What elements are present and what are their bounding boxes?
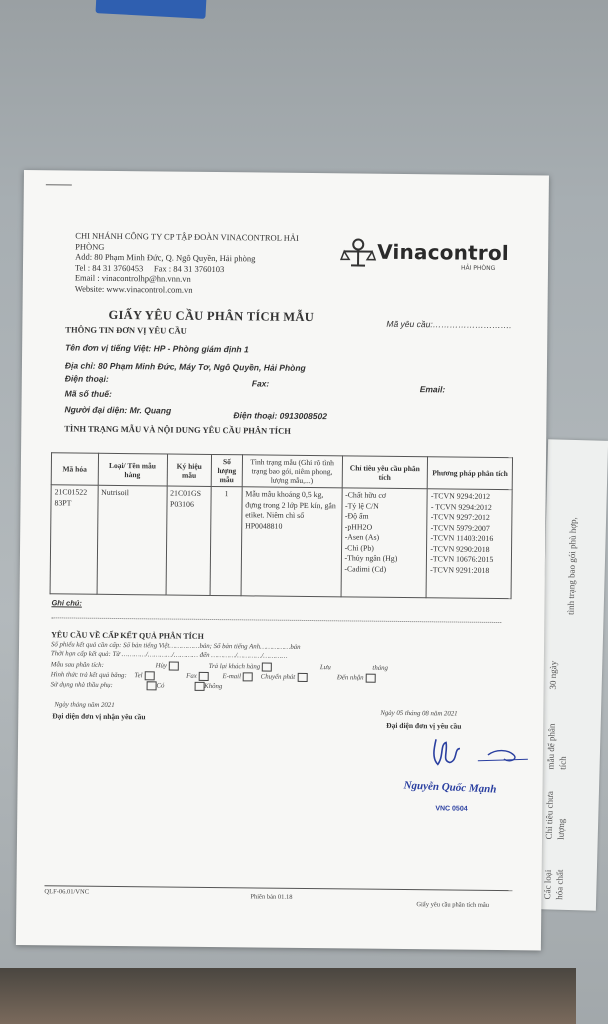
criteria-item: -Tỷ lệ C/N <box>345 500 379 511</box>
cell-name: Nutrisoil <box>97 485 167 595</box>
result-copies: Số phiếu kết quả cần cấp: Số bản tiếng Việt……………bản; Số bản tiếng Anh……………bản <box>50 641 301 651</box>
logo-text: Vinacontrol <box>377 239 510 266</box>
company-fax: Fax : 84 31 3760103 <box>153 262 225 274</box>
subcontractor-row <box>51 680 223 691</box>
company-line1: CHI NHÁNH CÔNG TY CP TẬP ĐOÀN VINACONTROL HẢI <box>75 230 299 243</box>
sample-table <box>50 452 513 599</box>
left-date: Ngày tháng năm 2021 <box>54 701 115 709</box>
side-text-6: tích <box>557 756 568 770</box>
return-label: Trả lại khách hàng <box>208 663 261 671</box>
tel-label: Tel <box>134 672 143 680</box>
document-page <box>16 170 549 950</box>
footer-code: QLF-06.01/VNC <box>44 888 90 896</box>
col-qty: Số lượng mẫu <box>211 454 242 486</box>
criteria-item: -Chất hữu cơ <box>345 490 387 500</box>
yes-checkbox[interactable] <box>146 681 156 690</box>
col-criteria: Chỉ tiêu yêu cầu phân tích <box>342 456 428 489</box>
method-item: -TCVN 9294:2012 <box>430 491 491 501</box>
fax-option-label: Fax <box>186 672 197 680</box>
section-unit-info: THÔNG TIN ĐƠN VỊ YÊU CẦU <box>65 324 187 336</box>
company-tel: Tel : 84 31 3760453 <box>74 262 144 273</box>
criteria-item: -Độ ẩm <box>344 511 369 521</box>
company-address: Add: 80 Phạm Minh Đức, Q. Ngô Quyền, Hải phòng <box>75 251 256 264</box>
subcontractor-label: Sử dụng nhà thầu phụ: <box>50 681 113 690</box>
result-period: Thời hạn cấp kết quả: Từ …………/…………/………… đến …………/…………/………… <box>50 650 288 660</box>
company-line2: PHÒNG <box>75 241 105 252</box>
company-email: Email : vinacontrolhp@hn.vnn.vn <box>74 272 191 284</box>
courier-label: Chuyển phát <box>260 673 296 681</box>
pickup-checkbox[interactable] <box>365 674 375 683</box>
blue-folder-corner <box>95 0 206 19</box>
col-method: Phương pháp phân tích <box>428 457 513 490</box>
side-text-1: Các loại <box>542 869 553 900</box>
vinacontrol-logo <box>341 237 521 275</box>
unit-address: Địa chỉ: 80 Phạm Minh Đức, Máy Tơ, Ngô Quyền, Hải Phòng <box>64 360 306 373</box>
criteria-item: -Thủy ngân (Hg) <box>344 553 398 563</box>
no-label: Không <box>204 682 223 691</box>
fax-checkbox[interactable] <box>199 672 209 681</box>
table-row <box>50 485 512 599</box>
col-condition: Tình trạng mẫu (Ghi rõ tình trạng bao gói, niêm phong, lượng mẫu,...) <box>242 455 342 488</box>
phone-label: Điện thoại: <box>64 373 109 384</box>
fax-label: Fax: <box>251 378 270 389</box>
request-number: Mã yêu cầu:………………………. <box>386 318 512 331</box>
scales-icon <box>341 237 375 267</box>
note-label: Ghi chú: <box>51 598 82 608</box>
logo-subtext: HẢI PHÒNG <box>460 264 496 272</box>
side-text-3: Chỉ tiêu chưa <box>543 790 555 840</box>
background-sheet <box>536 439 608 910</box>
col-code: Mã hóa <box>51 453 98 485</box>
company-header <box>75 231 299 296</box>
cell-code: 21C01522 83PT <box>50 485 98 594</box>
method-item: -TCVN 11403:2016 <box>430 533 494 543</box>
staple-mark <box>46 184 72 185</box>
stamp-code: VNC 0504 <box>435 805 468 813</box>
email-label: Email: <box>419 384 446 395</box>
no-checkbox[interactable] <box>194 682 204 691</box>
cell-symbol: 21C01GS P03106 <box>166 486 212 595</box>
method-item: -TCVN 9291:2018 <box>430 564 490 575</box>
email-option-label: E-mail <box>222 673 242 681</box>
side-text-4: lượng <box>555 818 567 840</box>
signer-name: Nguyễn Quốc Mạnh <box>403 779 497 796</box>
keep-label: Lưu <box>319 664 331 672</box>
tel-checkbox[interactable] <box>144 671 154 680</box>
right-date: Ngày 05 tháng 08 năm 2021 <box>380 709 458 718</box>
pickup-label: Đến nhận <box>336 674 364 682</box>
table-header-row <box>51 453 512 490</box>
left-signature-title: Đại diện đơn vị nhận yêu cầu <box>52 711 146 722</box>
signature-icon <box>418 734 538 775</box>
company-website: Website: www.vinacontrol.com.vn <box>74 283 193 295</box>
cell-criteria <box>341 488 428 598</box>
representative-phone: Điện thoại: 0913008502 <box>233 410 328 422</box>
footer-version: Phiên bản 01.18 <box>250 893 293 901</box>
floor <box>0 968 576 1024</box>
method-item: -TCVN 10676:2015 <box>430 554 494 564</box>
side-text-7: 30 ngày <box>547 660 559 690</box>
yes-label: Có <box>156 682 165 690</box>
cell-method <box>426 489 512 599</box>
delivery-label: Hình thức trả kết quả bằng: <box>50 671 127 680</box>
months-label: tháng <box>372 664 388 672</box>
criteria-item: -Asen (As) <box>344 532 380 542</box>
destroy-checkbox[interactable] <box>169 662 179 671</box>
footer-line <box>45 885 513 891</box>
footer-doc-name: Giấy yêu cầu phân tích mẫu <box>416 901 490 909</box>
method-item: - TCVN 9294:2012 <box>430 501 492 512</box>
destroy-label: Hủy <box>155 662 167 670</box>
method-item: -TCVN 9290:2018 <box>430 543 490 554</box>
col-name: Loại/ Tên mẫu hàng <box>98 453 167 486</box>
cell-qty: 1 <box>210 486 242 595</box>
unit-name: Tên đơn vị tiếng Việt: HP - Phòng giám định 1 <box>65 342 249 355</box>
side-text-2: hóa chất <box>554 869 565 900</box>
after-analysis-label: Mẫu sau phân tích: <box>50 661 104 669</box>
form-title: GIẤY YÊU CẦU PHÂN TÍCH MẪU <box>108 307 315 325</box>
tax-label: Mã số thuế: <box>64 388 112 399</box>
side-text-5: mẫu để phân <box>545 723 557 770</box>
method-item: -TCVN 5979:2007 <box>430 522 490 533</box>
col-symbol: Ký hiệu mẫu <box>167 454 212 486</box>
email-checkbox[interactable] <box>243 672 253 681</box>
method-item: -TCVN 9297:2012 <box>430 512 490 522</box>
note-line <box>51 617 501 623</box>
representative: Người đại diện: Mr. Quang <box>64 404 172 416</box>
right-signature-title: Đại diện đơn vị yêu cầu <box>386 720 462 731</box>
return-checkbox[interactable] <box>262 663 272 672</box>
section-sample: TÌNH TRẠNG MẪU VÀ NỘI DUNG YÊU CẦU PHÂN TÍCH <box>64 423 291 436</box>
criteria-item: -pHH2O <box>344 521 373 532</box>
criteria-item: -Cadimi (Cd) <box>344 563 387 574</box>
cell-condition: Mẫu mẫu khoáng 0,5 kg, đựng trong 2 lớp PE kín, gắn etiket. Niêm chì số HP0048810 <box>241 487 342 597</box>
criteria-item: -Chì (Pb) <box>344 542 374 553</box>
courier-checkbox[interactable] <box>297 673 307 682</box>
side-text-8: tình trạng bao gói phù hợp, <box>565 517 579 616</box>
section-result: YÊU CẦU VỀ CẤP KẾT QUẢ PHÂN TÍCH <box>51 630 204 641</box>
